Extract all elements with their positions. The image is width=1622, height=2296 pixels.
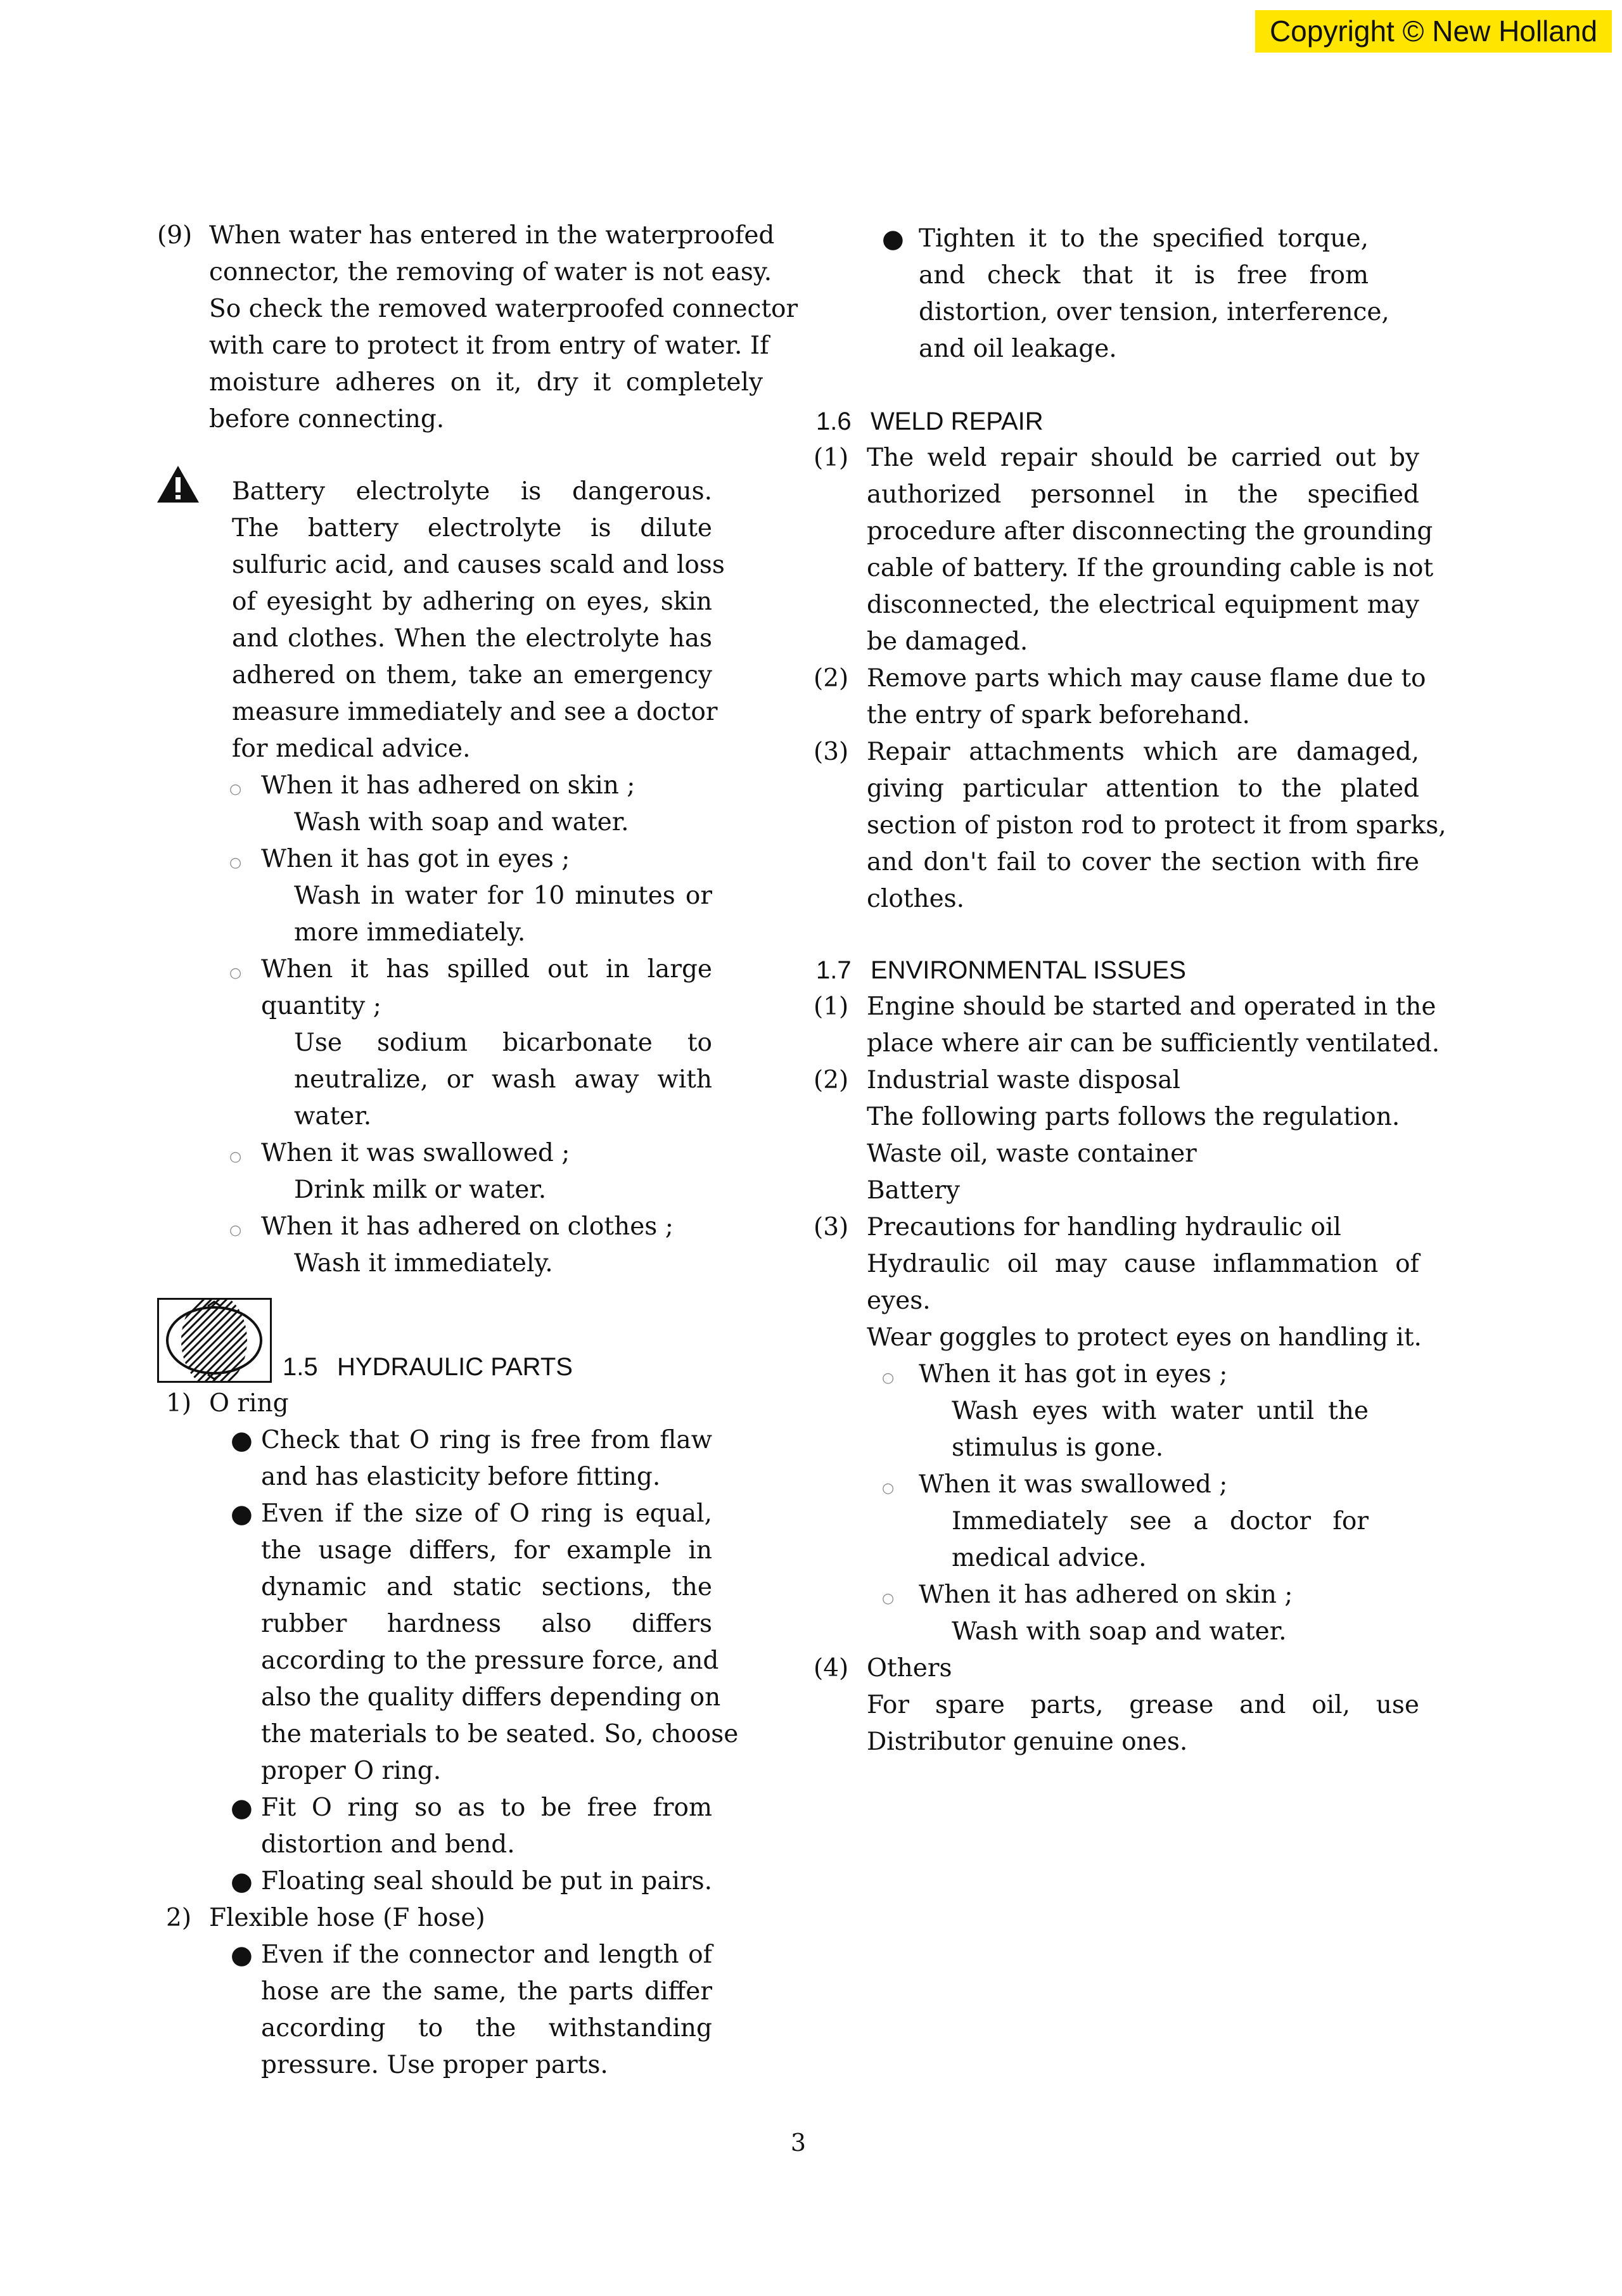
section-number: 1.6: [816, 407, 852, 435]
text-line-content: measure immediately and see a doctor: [232, 698, 718, 726]
text-line: [0, 328, 811, 364]
text-line-content: Industrial waste disposal: [867, 1066, 1180, 1094]
text-line: [0, 657, 811, 694]
text-line: [0, 2010, 811, 2047]
text-line: [811, 1430, 1622, 1466]
item-label: O ring: [209, 1389, 289, 1418]
text-line-content: Fit O ring so as to be free from: [261, 1793, 712, 1822]
item-marker: (1): [814, 992, 849, 1021]
text-line-content: quantity ;: [261, 992, 381, 1020]
text-line-content: according to the withstanding: [261, 2014, 712, 2043]
section-number: 1.5: [283, 1353, 318, 1381]
item-label: Flexible hose (F hose): [209, 1904, 485, 1932]
text-line-content: connector, the removing of water is not easy.: [209, 258, 772, 286]
text-line-content: Use sodium bicarbonate to: [294, 1029, 712, 1057]
text-line-content: When it has adhered on skin ;: [261, 771, 635, 800]
text-line: [0, 1496, 811, 1532]
text-line: [0, 1937, 811, 1973]
text-line: [0, 547, 811, 584]
bullet-icon: ●: [231, 1867, 253, 1896]
bullet-icon: ●: [231, 1940, 253, 1970]
text-line-content: Repair attachments which are damaged,: [867, 738, 1419, 766]
text-line: [0, 1098, 811, 1135]
text-line-content: The weld repair should be carried out by: [867, 444, 1419, 472]
text-line-content: When it has got in eyes ;: [261, 845, 570, 873]
text-line-content: Even if the size of O ring is equal,: [261, 1499, 712, 1528]
text-line-content: Tighten it to the specified torque,: [919, 224, 1369, 253]
text-line-content: and oil leakage.: [919, 335, 1117, 363]
text-line-content: distortion and bend.: [261, 1830, 515, 1859]
text-line-content: clothes.: [867, 885, 965, 913]
text-line: [0, 584, 811, 620]
text-line: [811, 1724, 1622, 1760]
text-line: [811, 1540, 1622, 1577]
text-line: [0, 1245, 811, 1282]
text-line-content: Waste oil, waste container: [867, 1139, 1197, 1168]
text-line-content: also the quality differs depending on: [261, 1683, 721, 1712]
text-line-content: When it was swallowed ;: [919, 1470, 1228, 1499]
text-line-content: more immediately.: [294, 918, 526, 947]
bullet-icon: ●: [231, 1793, 253, 1823]
text-line: [0, 694, 811, 731]
text-line: [811, 1062, 1622, 1099]
text-line: [0, 1025, 811, 1061]
text-line: [0, 401, 811, 438]
text-line: [0, 1459, 811, 1496]
text-line-content: adhered on them, take an emergency: [232, 661, 712, 689]
text-line-content: Immediately see a doctor for: [952, 1507, 1369, 1536]
text-line-content: So check the removed waterproofed connector: [209, 295, 798, 323]
text-line: [0, 1061, 811, 1098]
text-line-content: Others: [867, 1654, 952, 1683]
text-line: [811, 1687, 1622, 1724]
text-line-content: When it was swallowed ;: [261, 1139, 570, 1167]
text-line: [811, 697, 1622, 734]
text-line-content: for medical advice.: [232, 734, 471, 763]
text-line: [0, 1790, 811, 1826]
text-line-content: cable of battery. If the grounding cable is not: [867, 554, 1434, 582]
item-marker: (2): [814, 664, 849, 693]
text-line: [0, 804, 811, 841]
list-circle-icon: ○: [882, 1591, 895, 1607]
text-line-content: The following parts follows the regulation.: [867, 1103, 1400, 1131]
text-line-content: Wash with soap and water.: [952, 1617, 1287, 1646]
text-line-content: Precautions for handling hydraulic oil: [867, 1213, 1341, 1241]
text-line: [0, 1422, 811, 1459]
text-line: [0, 1973, 811, 2010]
text-line: [811, 257, 1622, 294]
text-line-content: Floating seal should be put in pairs.: [261, 1867, 712, 1895]
text-line-content: Wash it immediately.: [294, 1249, 553, 1278]
section-title: WELD REPAIR: [871, 407, 1044, 435]
text-line-content: disconnected, the electrical equipment may: [867, 591, 1419, 619]
text-line: [0, 291, 811, 328]
text-line: [811, 1356, 1622, 1393]
item-marker: (2): [814, 1066, 849, 1094]
list-circle-icon: ○: [229, 855, 242, 871]
list-circle-icon: ○: [882, 1370, 895, 1386]
text-line-content: distortion, over tension, interference,: [919, 298, 1389, 326]
item-marker: (3): [814, 1213, 849, 1241]
text-line-content: Battery electrolyte is dangerous.: [232, 477, 712, 506]
text-line-content: When it has spilled out in large: [261, 955, 712, 984]
text-line-content: When water has entered in the waterproofed: [209, 221, 775, 250]
text-line-content: be damaged.: [867, 627, 1028, 656]
text-line: [0, 2047, 811, 2084]
item-marker: (3): [814, 738, 849, 766]
section-number: 1.7: [816, 956, 852, 984]
text-line-content: eyes.: [867, 1286, 931, 1315]
text-line: [0, 731, 811, 767]
text-line-content: place where air can be sufficiently ventilated.: [867, 1029, 1440, 1058]
bullet-icon: ●: [231, 1499, 253, 1529]
text-line-content: Hydraulic oil may cause inflammation of: [867, 1250, 1419, 1278]
right-column: [811, 0, 1622, 2155]
text-line: [811, 989, 1622, 1025]
text-line-content: Wash with soap and water.: [294, 808, 629, 837]
text-line: [811, 294, 1622, 331]
text-line: [811, 1246, 1622, 1283]
section-heading-1-7: [816, 952, 1186, 989]
text-line: [811, 881, 1622, 918]
section-heading-1-6: [816, 403, 1044, 440]
item-marker: 1): [166, 1389, 192, 1418]
bullet-icon: ●: [882, 224, 904, 253]
text-line: [0, 988, 811, 1025]
text-line: [811, 1283, 1622, 1319]
text-line-content: When it has adhered on skin ;: [919, 1581, 1293, 1609]
text-line: [0, 1826, 811, 1863]
text-line: [0, 364, 811, 401]
text-line: [0, 1606, 811, 1643]
text-line: [811, 734, 1622, 771]
text-line: [0, 1135, 811, 1172]
text-line: [811, 1172, 1622, 1209]
text-line: [0, 914, 811, 951]
item-marker: 2): [166, 1904, 192, 1932]
text-line: [0, 767, 811, 804]
text-line: [811, 1136, 1622, 1172]
text-line-content: Check that O ring is free from flaw: [261, 1426, 712, 1454]
text-line-content: hose are the same, the parts differ: [261, 1977, 712, 2006]
text-line-content: Wear goggles to protect eyes on handling it.: [867, 1323, 1422, 1352]
text-line-content: and clothes. When the electrolyte has: [232, 624, 712, 653]
bullet-icon: ●: [231, 1426, 253, 1455]
text-line-content: the materials to be seated. So, choose: [261, 1720, 739, 1748]
text-line-content: neutralize, or wash away with: [294, 1065, 712, 1094]
text-line-content: the usage differs, for example in: [261, 1536, 712, 1565]
text-line-content: Wash in water for 10 minutes or: [294, 882, 712, 910]
text-line-content: Battery: [867, 1176, 961, 1205]
text-line-content: For spare parts, grease and oil, use: [867, 1691, 1419, 1719]
text-line-content: before connecting.: [209, 405, 445, 433]
text-line: [811, 440, 1622, 477]
text-line-content: the entry of spark beforehand.: [867, 701, 1250, 729]
text-line: [811, 513, 1622, 550]
text-line: [811, 1393, 1622, 1430]
text-line: [811, 624, 1622, 660]
text-line-content: moisture adheres on it, dry it completely: [209, 368, 763, 397]
text-line: [0, 951, 811, 988]
text-line-content: Even if the connector and length of: [261, 1940, 712, 1969]
text-line-content: procedure after disconnecting the grounding: [867, 517, 1433, 546]
text-line-content: sulfuric acid, and causes scald and loss: [232, 551, 725, 579]
text-line-content: Wash eyes with water until the: [952, 1397, 1369, 1425]
page-number: 3: [790, 2129, 807, 2157]
text-line: [811, 660, 1622, 697]
text-line-content: Remove parts which may cause flame due to: [867, 664, 1426, 693]
text-line: [0, 841, 811, 878]
text-line: [811, 807, 1622, 844]
text-line: [811, 1613, 1622, 1650]
text-line: [811, 477, 1622, 513]
text-line-content: according to the pressure force, and: [261, 1646, 719, 1675]
text-line: [0, 1569, 811, 1606]
text-line: [0, 1172, 811, 1209]
list-circle-icon: ○: [229, 781, 242, 797]
text-line: [811, 331, 1622, 368]
text-line-content: The battery electrolyte is dilute: [232, 514, 712, 542]
text-line-content: and check that it is free from: [919, 261, 1369, 290]
text-line-content: giving particular attention to the plated: [867, 774, 1419, 803]
text-line: [0, 1679, 811, 1716]
list-circle-icon: ○: [229, 1222, 242, 1238]
text-line: [811, 771, 1622, 807]
text-line: [811, 1503, 1622, 1540]
text-line-content: proper O ring.: [261, 1757, 442, 1785]
text-line: [811, 1466, 1622, 1503]
item-marker: (1): [814, 444, 849, 472]
text-line: [811, 1577, 1622, 1613]
text-line-content: Distributor genuine ones.: [867, 1728, 1188, 1756]
text-line: [0, 217, 811, 254]
text-line: [811, 1650, 1622, 1687]
text-line-content: rubber hardness also differs: [261, 1610, 712, 1638]
text-line: [811, 1319, 1622, 1356]
list-circle-icon: ○: [229, 965, 242, 981]
text-line-content: When it has got in eyes ;: [919, 1360, 1228, 1389]
section-title: ENVIRONMENTAL ISSUES: [871, 956, 1186, 984]
text-line-content: with care to protect it from entry of water. If: [209, 331, 769, 360]
text-line: [0, 510, 811, 547]
left-column: [0, 0, 811, 2155]
list-circle-icon: ○: [882, 1480, 895, 1496]
copyright-badge: Copyright © New Holland: [1255, 10, 1612, 53]
list-circle-icon: ○: [229, 1149, 242, 1165]
item-marker: (4): [814, 1654, 849, 1683]
text-line-content: and has elasticity before fitting.: [261, 1463, 661, 1491]
text-line-content: medical advice.: [952, 1544, 1147, 1572]
text-line: [811, 1025, 1622, 1062]
text-line: [0, 1863, 811, 1900]
text-line: [0, 1209, 811, 1245]
text-line-content: stimulus is gone.: [952, 1433, 1164, 1462]
text-line: [811, 550, 1622, 587]
text-line-content: Engine should be started and operated in the: [867, 992, 1436, 1021]
text-line-content: section of piston rod to protect it from sparks,: [867, 811, 1446, 840]
text-line: [0, 1532, 811, 1569]
text-line: [811, 221, 1622, 257]
item-marker: (9): [157, 221, 193, 250]
text-line-content: authorized personnel in the specified: [867, 480, 1419, 509]
text-line: [0, 254, 811, 291]
text-line: [0, 1716, 811, 1753]
text-line-content: and don't fail to cover the section with fire: [867, 848, 1419, 876]
text-line: [0, 473, 811, 510]
o-ring-cross-section-icon: [157, 1298, 272, 1383]
text-line: [811, 844, 1622, 881]
text-line: [0, 878, 811, 914]
text-line-content: of eyesight by adhering on eyes, skin: [232, 587, 712, 616]
text-line: [0, 1643, 811, 1679]
section-title: HYDRAULIC PARTS: [337, 1353, 573, 1381]
section-heading-1-5: [283, 1349, 573, 1385]
text-line-content: dynamic and static sections, the: [261, 1573, 712, 1601]
text-line: [0, 620, 811, 657]
text-line-content: Drink milk or water.: [294, 1176, 547, 1204]
text-line: [0, 1753, 811, 1790]
text-line: [811, 1099, 1622, 1136]
text-line-content: pressure. Use proper parts.: [261, 2051, 608, 2079]
text-line: [811, 587, 1622, 624]
text-line: [811, 1209, 1622, 1246]
text-line-content: water.: [294, 1102, 372, 1131]
text-line-content: When it has adhered on clothes ;: [261, 1212, 674, 1241]
